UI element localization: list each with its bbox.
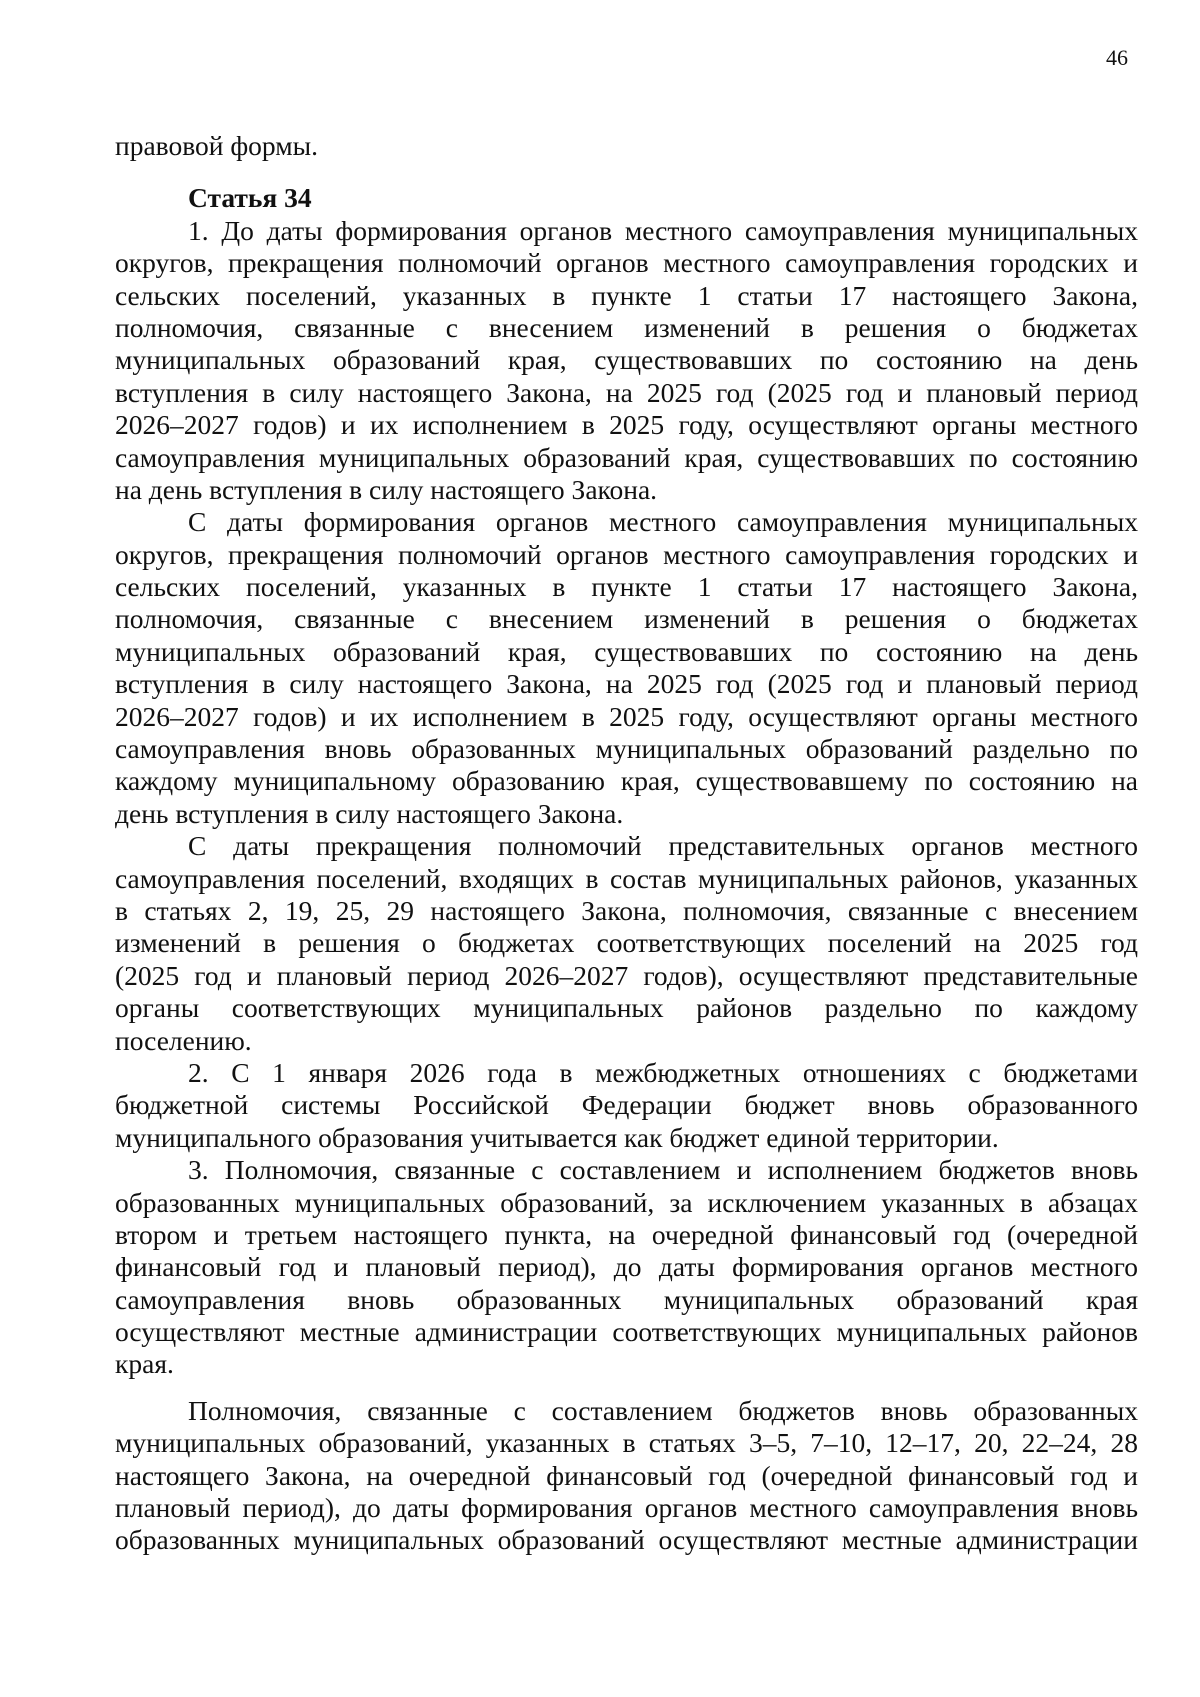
lead-line: правовой формы.	[115, 130, 319, 161]
text-line: самоуправления вновь образованных муниципальных образований края	[115, 1283, 1138, 1315]
document-body	[115, 130, 1138, 1557]
text-line: полномочия, связанные с внесением изменений в решения о бюджетах	[115, 603, 1138, 635]
paragraph-4	[115, 1057, 1138, 1154]
text-line: образованных муниципальных образований осуществляют местные администрации	[115, 1524, 1138, 1556]
text-line: самоуправления вновь образованных муниципальных образований раздельно по	[115, 733, 1138, 765]
text-line: округов, прекращения полномочий органов местного самоуправления городских и	[115, 247, 1138, 279]
paragraph-3	[115, 830, 1138, 1057]
text-line: образованных муниципальных образований, за исключением указанных в абзацах	[115, 1186, 1138, 1218]
text-line: вступления в силу настоящего Закона, на 2025 год (2025 год и плановый период	[115, 376, 1138, 408]
text-line: в статьях 2, 19, 25, 29 настоящего Закона, полномочия, связанные с внесением	[115, 894, 1138, 926]
text-line: Полномочия, связанные с составлением бюджетов вновь образованных	[188, 1394, 1138, 1426]
page-number: 46	[1106, 45, 1128, 70]
paragraph-5	[115, 1154, 1138, 1381]
paragraph-2	[115, 506, 1138, 830]
text-line: на день вступления в силу настоящего Закона.	[115, 473, 658, 505]
text-line: 2. С 1 января 2026 года в межбюджетных отношениях с бюджетами	[188, 1056, 1138, 1088]
text-line: изменений в решения о бюджетах соответствующих поселений на 2025 год	[115, 927, 1138, 959]
text-line: 3. Полномочия, связанные с составлением и исполнением бюджетов вновь	[188, 1154, 1138, 1186]
text-line: бюджетной системы Российской Федерации бюджет вновь образованного	[115, 1089, 1138, 1121]
text-line: осуществляют местные администрации соответствующих муниципальных районов	[115, 1316, 1138, 1348]
text-line: муниципальных образований, указанных в статьях 3–5, 7–10, 12–17, 20, 22–24, 28	[115, 1427, 1138, 1459]
text-line: С даты формирования органов местного самоуправления муниципальных	[188, 506, 1138, 538]
text-line: плановый период), до даты формирования органов местного самоуправления вновь	[115, 1492, 1138, 1524]
text-line: вступления в силу настоящего Закона, на 2025 год (2025 год и плановый период	[115, 668, 1138, 700]
text-line: финансовый год и плановый период), до даты формирования органов местного	[115, 1251, 1138, 1283]
paragraph-6	[115, 1395, 1138, 1557]
text-line: каждому муниципальному образованию края, существовавшему по состоянию на	[115, 765, 1138, 797]
text-line: (2025 год и плановый период 2026–2027 годов), осуществляют представительные	[115, 959, 1138, 991]
paragraph-1	[115, 215, 1138, 507]
text-line: С даты прекращения полномочий представительных органов местного	[188, 830, 1138, 862]
text-line: настоящего Закона, на очередной финансовый год (очередной финансовый год и	[115, 1459, 1138, 1491]
text-line: втором и третьем настоящего пункта, на очередной финансовый год (очередной	[115, 1218, 1138, 1250]
article-heading: Статья 34	[188, 182, 312, 214]
text-line: 1. До даты формирования органов местного самоуправления муниципальных	[188, 214, 1138, 246]
text-line: 2026–2027 годов) и их исполнением в 2025 году, осуществляют органы местного	[115, 700, 1138, 732]
text-line: 2026–2027 годов) и их исполнением в 2025 году, осуществляют органы местного	[115, 409, 1138, 441]
text-line: день вступления в силу настоящего Закона.	[115, 797, 624, 829]
text-line: полномочия, связанные с внесением изменений в решения о бюджетах	[115, 311, 1138, 343]
text-line: органы соответствующих муниципальных районов раздельно по каждому	[115, 992, 1138, 1024]
text-line: поселению.	[115, 1024, 252, 1056]
text-line: самоуправления поселений, входящих в состав муниципальных районов, указанных	[115, 862, 1138, 894]
text-line: сельских поселений, указанных в пункте 1 статьи 17 настоящего Закона,	[115, 571, 1138, 603]
text-line: самоуправления муниципальных образований края, существовавших по состоянию	[115, 441, 1138, 473]
text-line: муниципальных образований края, существовавших по состоянию на день	[115, 344, 1138, 376]
text-line: муниципальных образований края, существовавших по состоянию на день	[115, 635, 1138, 667]
text-line: сельских поселений, указанных в пункте 1 статьи 17 настоящего Закона,	[115, 279, 1138, 311]
text-line: округов, прекращения полномочий органов местного самоуправления городских и	[115, 538, 1138, 570]
text-line: края.	[115, 1348, 174, 1380]
text-line: муниципального образования учитывается как бюджет единой территории.	[115, 1121, 999, 1153]
